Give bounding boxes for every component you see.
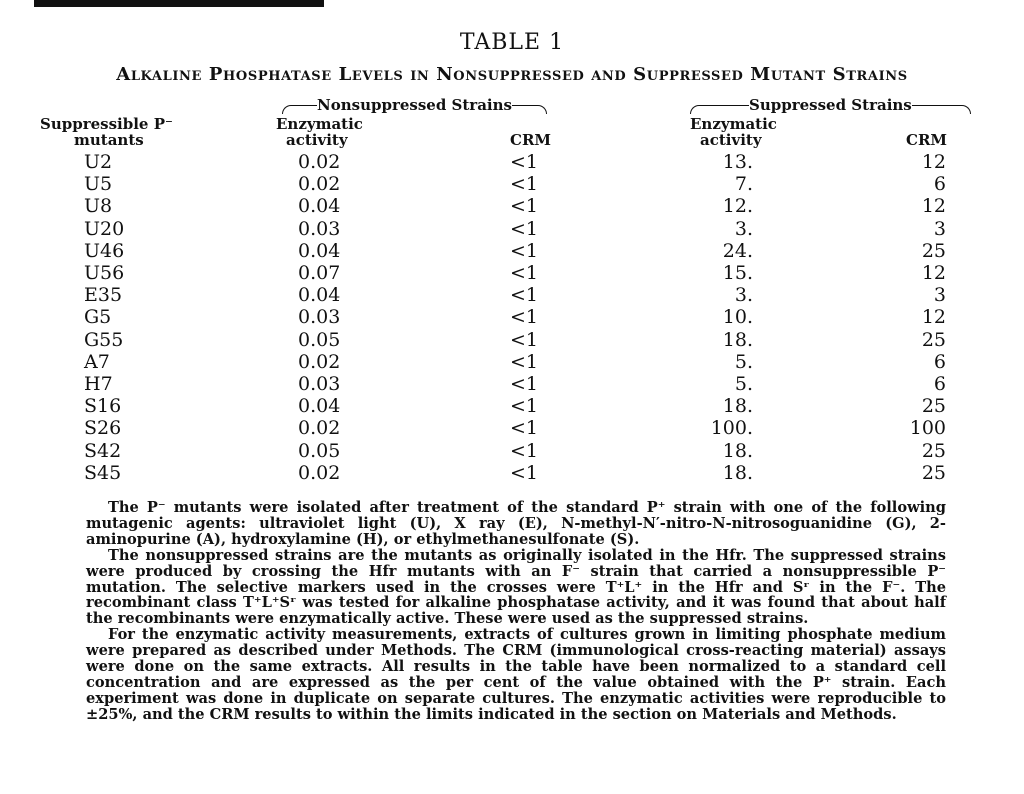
s-activity-cell: 3.: [734, 217, 753, 240]
s-crm-cell: 100: [909, 417, 946, 440]
s-crm-cell: 25: [921, 439, 946, 462]
s-crm-cell: 3: [933, 284, 946, 307]
table-footnotes: [86, 500, 946, 723]
ns-activity-cell: 0.03: [298, 306, 341, 329]
ns-crm-cell: <1: [510, 439, 539, 462]
s-activity-cell: 18.: [722, 328, 753, 351]
s-crm-cell: 12: [921, 151, 946, 173]
s-crm-cell: 6: [933, 173, 946, 196]
mutant-cell: U5: [84, 173, 113, 196]
s-activity-cell: 5.: [734, 350, 753, 373]
ns-crm-cell: <1: [510, 284, 539, 307]
ns-crm-cell: <1: [510, 306, 539, 329]
s-crm-cell: 12: [921, 306, 946, 329]
footnote-paragraph: The P⁻ mutants were isolated after treatment of the standard P⁺ strain with one of the following mutagenic agents: ultraviolet light (U), X ray (E), N-methyl-N′-nitro-N-nitrosoguanidine (G), 2-aminopurine (A), hydroxylamine (H), or ethylmethanesulfonate (S).: [86, 499, 946, 548]
ns-activity-cell: 0.02: [298, 151, 341, 173]
table-subtitle: Alkaline Phosphatase Levels in Nonsuppressed and Suppressed Mutant Strains: [116, 64, 908, 85]
col-header-ns-activity-line2: activity: [286, 131, 348, 149]
ns-activity-cell: 0.03: [298, 217, 341, 240]
mutant-cell: U20: [84, 217, 125, 240]
footnote-paragraph: For the enzymatic activity measurements, extracts of cultures grown in limiting phosphate medium were prepared as described under Methods. The CRM (immunological cross-reacting material) assays were done on the same extracts. All results in the table have been normalized to a standard cell concentration and are expressed as the per cent of the value obtained with the P⁺ strain. Each experiment was done in duplicate on separate cultures. The enzymatic activities were reproducible to ±25%, and the CRM results to within the limits indicated in the section on Materials and Methods.: [86, 626, 946, 723]
ns-activity-cell: 0.02: [298, 461, 341, 484]
mutant-cell: E35: [84, 284, 123, 307]
ns-activity-cell: 0.05: [298, 439, 341, 462]
ns-crm-cell: <1: [510, 417, 539, 440]
ns-crm-cell: <1: [510, 373, 539, 395]
s-crm-cell: 6: [933, 350, 946, 373]
ns-activity-cell: 0.02: [298, 173, 341, 196]
s-crm-cell: 3: [933, 217, 946, 240]
col-header-s-crm: CRM: [906, 131, 948, 149]
col-header-mutants-line2: mutants: [74, 131, 144, 149]
mutant-cell: A7: [84, 350, 110, 373]
col-header-mutants-line1: Suppressible P⁻: [40, 115, 173, 133]
mutant-cell: S42: [84, 439, 122, 462]
col-header-s-activity-line2: activity: [700, 131, 762, 149]
s-activity-cell: 7.: [734, 173, 753, 196]
s-activity-cell: 5.: [734, 373, 753, 395]
previous-text-remnant: [34, 0, 324, 7]
s-activity-cell: 12.: [722, 195, 753, 218]
mutant-cell: S45: [84, 461, 122, 484]
ns-crm-cell: <1: [510, 262, 539, 284]
s-crm-cell: 12: [921, 262, 946, 284]
col-header-ns-activity-line1: Enzymatic: [276, 115, 363, 133]
s-activity-cell: 18.: [722, 461, 753, 484]
s-crm-cell: 12: [921, 195, 946, 218]
s-crm-cell: 25: [921, 239, 946, 262]
col-header-s-activity-line1: Enzymatic: [690, 115, 777, 133]
s-activity-cell: 18.: [722, 395, 753, 418]
ns-activity-cell: 0.04: [298, 239, 341, 262]
s-crm-cell: 6: [933, 373, 946, 395]
ns-activity-cell: 0.07: [298, 262, 341, 284]
ns-crm-cell: <1: [510, 239, 539, 262]
mutant-cell: H7: [84, 373, 113, 395]
mutant-cell: G55: [84, 328, 124, 351]
ns-activity-cell: 0.04: [298, 195, 341, 218]
ns-crm-cell: <1: [510, 217, 539, 240]
s-activity-cell: 10.: [722, 306, 753, 329]
group-header-nonsuppressed: Nonsuppressed Strains: [282, 96, 547, 114]
ns-crm-cell: <1: [510, 461, 539, 484]
footnote-paragraph: The nonsuppressed strains are the mutants as originally isolated in the Hfr. The suppressed strains were produced by crossing the Hfr mutants with an F⁻ strain that carried a nonsuppressible P⁻ mutation. The selective markers used in the crosses were T⁺L⁺ in the Hfr and Sʳ in the F⁻. The recombinant class T⁺L⁺Sʳ was tested for alkaline phosphatase activity, and it was found that about half the recombinants were enzymatically active. These were used as the suppressed strains.: [86, 546, 946, 628]
mutant-cell: G5: [84, 306, 112, 329]
mutant-cell: U8: [84, 195, 113, 218]
s-crm-cell: 25: [921, 328, 946, 351]
table-title: TABLE 1: [459, 30, 565, 55]
mutant-cell: U46: [84, 239, 125, 262]
ns-crm-cell: <1: [510, 151, 539, 173]
mutant-cell: S26: [84, 417, 122, 440]
mutant-cell: U2: [84, 151, 113, 173]
s-activity-cell: 13.: [722, 151, 753, 173]
ns-crm-cell: <1: [510, 195, 539, 218]
s-activity-cell: 18.: [722, 439, 753, 462]
s-crm-cell: 25: [921, 395, 946, 418]
s-activity-cell: 24.: [722, 239, 753, 262]
ns-crm-cell: <1: [510, 395, 539, 418]
group-header-suppressed: Suppressed Strains: [690, 96, 971, 114]
ns-crm-cell: <1: [510, 328, 539, 351]
ns-activity-cell: 0.04: [298, 395, 341, 418]
ns-activity-cell: 0.04: [298, 284, 341, 307]
ns-activity-cell: 0.02: [298, 417, 341, 440]
ns-crm-cell: <1: [510, 350, 539, 373]
s-activity-cell: 100.: [710, 417, 753, 440]
s-activity-cell: 15.: [722, 262, 753, 284]
col-header-ns-crm: CRM: [510, 131, 552, 149]
mutant-cell: S16: [84, 395, 122, 418]
ns-activity-cell: 0.02: [298, 350, 341, 373]
ns-activity-cell: 0.05: [298, 328, 341, 351]
s-crm-cell: 25: [921, 461, 946, 484]
ns-crm-cell: <1: [510, 173, 539, 196]
ns-activity-cell: 0.03: [298, 373, 341, 395]
mutant-cell: U56: [84, 262, 125, 284]
s-activity-cell: 3.: [734, 284, 753, 307]
